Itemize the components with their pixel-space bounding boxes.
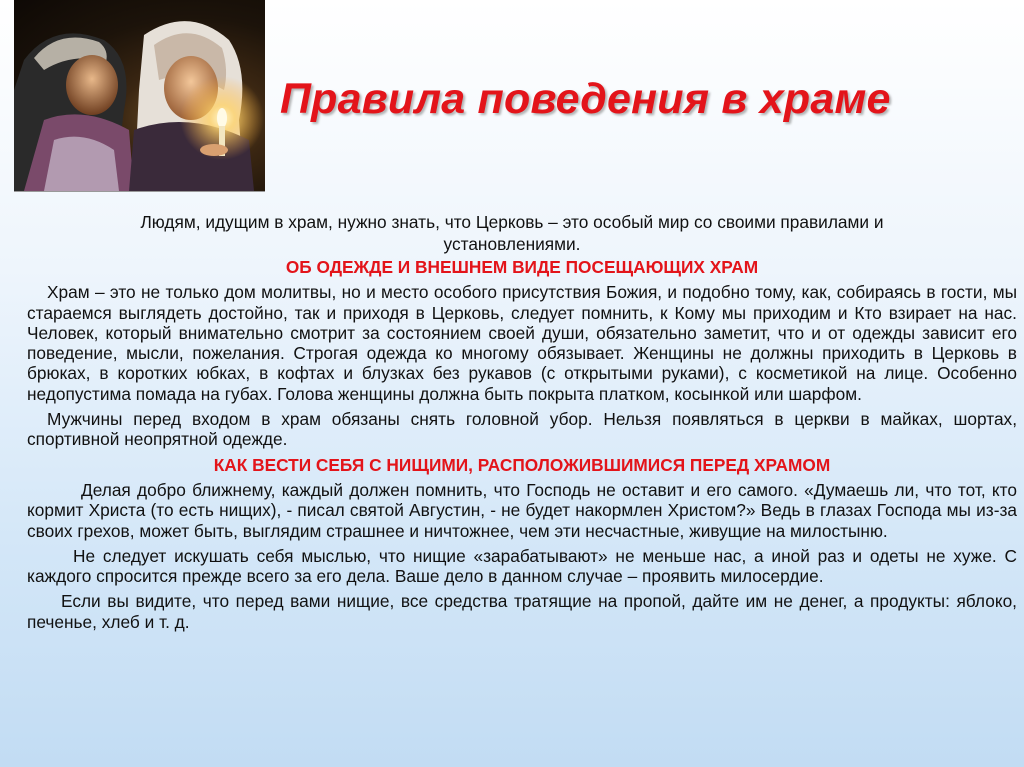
section-heading-clothing: ОБ ОДЕЖДЕ И ВНЕШНЕМ ВИДЕ ПОСЕЩАЮЩИХ ХРАМ bbox=[285, 257, 759, 277]
paragraph-beggars-3: Если вы видите, что перед вами нищие, все средства тратящие на пропой, дайте им не денег, а продукты: яблоко, печенье, хлеб и т. д. bbox=[27, 591, 1017, 632]
candle-children-photo bbox=[14, 0, 265, 192]
paragraph-beggars-1: Делая добро ближнему, каждый должен помнить, что Господь не оставит и его самого. «Думаешь ли, что тот, кто кормит Христа (то есть нищих), - писал святой Августин, - не будет накормлен Христом?» Ведь в глазах Господа мы из-за своих грехов, может быть, выглядим страшнее и ничтожнее, чем эти несчастные, живущие на милостыню. bbox=[27, 479, 1017, 541]
page-title: Правила поведения в храме bbox=[280, 75, 891, 123]
section-heading-beggars: КАК ВЕСТИ СЕБЯ С НИЩИМИ, РАСПОЛОЖИВШИМИСЯ ПЕРЕД ХРАМОМ bbox=[213, 454, 831, 475]
paragraph-clothing-2: Мужчины перед входом в храм обязаны снять головной убор. Нельзя появляться в церкви в майках, шортах, спортивной неопрятной одежде. bbox=[27, 409, 1017, 450]
photo-illustration bbox=[14, 0, 265, 191]
intro-text: Людям, идущим в храм, нужно знать, что Церковь – это особый мир со своими правилами и установлениями. bbox=[140, 212, 884, 254]
paragraph-clothing-1: Храм – это не только дом молитвы, но и место особого присутствия Божия, и подобно тому, как, собираясь в гости, мы стараемся выглядеть достойно, так и приходя в Церковь, следует помнить, к Кому мы приходим и Кто взирает на нас. Человек, который внимательно смотрит за состоянием своей души, обязательно заметит, что и от одежды зависит его поведение, мысли, пожелания. Строгая одежда ко многому обязывает. Женщины не должны приходить в Церковь в брюках, в коротких юбках, в кофтах и блузках без рукавов (с открытыми руками), с косметикой на лице. Особенно недопустима помада на губах. Голова женщины должна быть покрыта платком, косынкой или шарфом. bbox=[27, 282, 1017, 404]
slide-content bbox=[27, 211, 1017, 637]
paragraph-beggars-2: Не следует искушать себя мыслью, что нищие «зарабатывают» не меньше нас, а иной раз и одеты не хуже. С каждого спросится прежде всего за его дела. Ваше дело в данном случае – проявить милосердие. bbox=[27, 545, 1017, 587]
